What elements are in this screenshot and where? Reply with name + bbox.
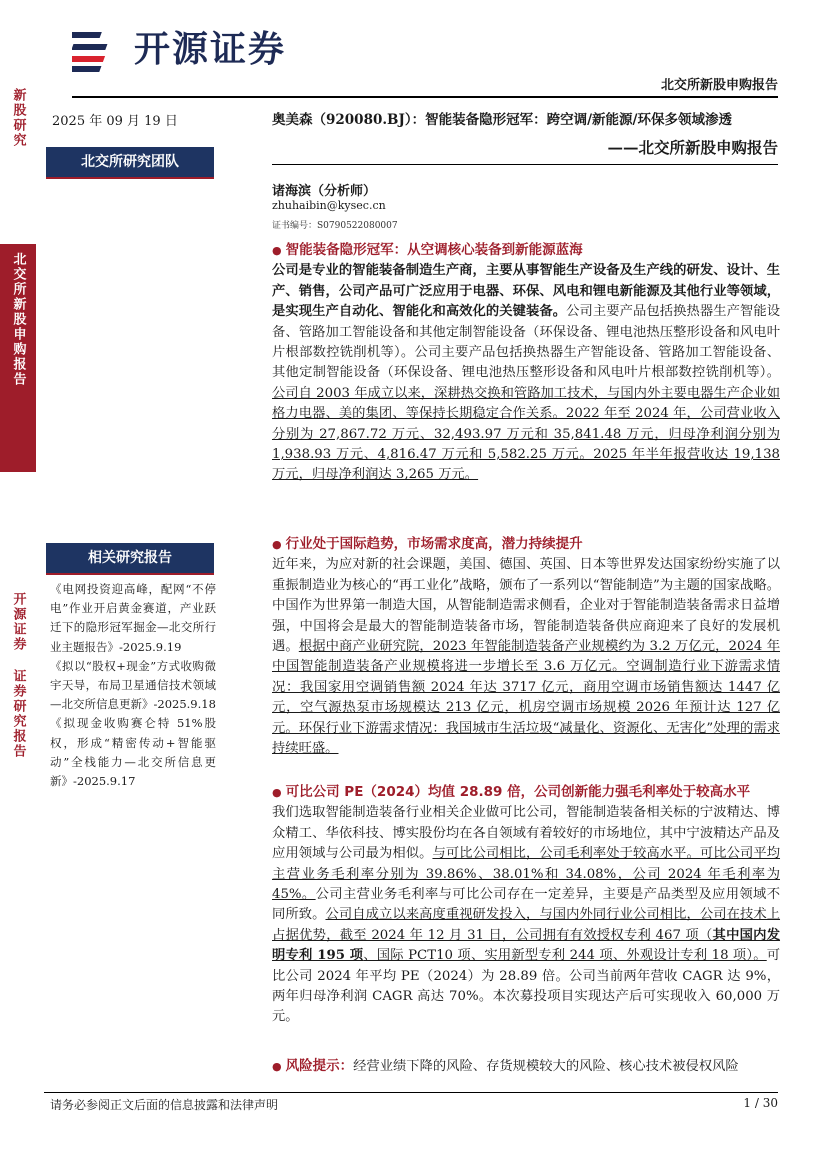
analyst-name: 诸海滨（分析师） — [272, 184, 377, 199]
footer-disclaimer[interactable]: 请务必参阅正文后面的信息披露和法律声明 — [50, 1098, 279, 1112]
related-heading-underline — [46, 573, 214, 575]
bullet-icon: ● — [272, 538, 282, 551]
header-divider — [72, 96, 778, 98]
footer-divider — [44, 1092, 778, 1093]
brand-name: 开源证券 — [134, 29, 287, 70]
brand-logo — [72, 22, 332, 78]
risk-heading: 风险提示： — [285, 1058, 354, 1074]
section-company — [272, 240, 780, 486]
report-title: 奥美森（920080.BJ）：智能装备隐形冠军：跨空调/新能源/环保多领域渗透 — [272, 112, 732, 128]
section-text-underlined: 根据中商产业研究院，2023 年智能制造装备产业规模约为 3.2 万亿元，2024 年中国智能制造装备产业规模将进一步增长至 3.6 万亿元。空调制造行业下游需求情况：我国家用空调销售额 2024 年达 3717 亿元，商用空调市场销售额达 1447 亿元，空气源热泵市场规模达 213 亿元，机房空调市场规模 2026 年预计达 127 亿元。环保行业下游需求情况：我国城市生活垃圾“减量化、资源化、无害化”处理的需求持续旺盛。 — [272, 639, 781, 757]
related-report-item[interactable]: 《拟以“股权+现金”方式收购微宇天导，布局卫星通信技术领域—北交所信息更新》-2025.9.18 — [50, 658, 216, 712]
report-date: 2025 年 09 月 19 日 — [52, 114, 178, 129]
bullet-icon: ● — [272, 786, 282, 799]
risk-text: 经营业绩下降的风险、存货规模较大的风险、核心技术被侵权风险 — [353, 1059, 739, 1074]
section-heading: ● 行业处于国际趋势，市场需求度高，潜力持续提升 — [272, 536, 583, 552]
side-tab-middle: 北交所新股申购报告 — [0, 244, 36, 472]
section-lead: 公司是专业的智能装备制造生产商，主要从事智能生产设备及生产线的研发、设计、生产、销售，公司产品可广泛应用于电器、环保、风电和锂电新能源及其他行业等领域，是实现生产自动化、智能化和高效化的关键装备。 — [272, 263, 780, 320]
related-heading: 相关研究报告 — [46, 543, 214, 573]
report-type: 北交所新股申购报告 — [660, 78, 778, 93]
section-text: 公司主营业务毛利率与可比公司存在一定差异，主要是产品类型及应用领域不同所致。 — [272, 887, 781, 923]
related-report-item[interactable]: 《电网投资迎高峰，配网“不停电”作业开启黄金赛道，产业跃迁下的隐形冠军掘金—北交所行业主题报告》-2025.9.19 — [50, 582, 216, 654]
bullet-icon: ● — [272, 244, 282, 257]
related-report-item[interactable]: 《拟现金收购赛仑特 51%股权，形成“精密传动+智能驱动”全栈能力—北交所信息更新》-2025.9.17 — [50, 716, 216, 789]
analyst-cert: 证书编号：S0790522080007 — [272, 221, 398, 231]
section-heading: ● 可比公司 PE（2024）均值 28.89 倍，公司创新能力强毛利率处于较高水平 — [272, 784, 751, 800]
team-heading-underline — [46, 177, 214, 179]
section-text-underlined: 、国际 PCT10 项、实用新型专利 244 项、外观设计专利 18 项）。 — [363, 948, 767, 964]
section-text: 我们选取智能制造装备行业相关企业做可比公司，智能制造装备相关标的宁波精达、博众精工、华依科技、博实股份均在各自领域有着较好的市场地位，其中宁波精达产品及应用领域与公司最为相似。 — [272, 805, 780, 862]
section-text-underlined: 与可比公司相比，公司毛利率处于较高水平。可比公司平均主营业务毛利率分别为 39.86%、38.01%和 34.08%，公司 2024 年毛利率为 45%。 — [272, 846, 781, 903]
page-number: 1 / 30 — [743, 1096, 778, 1110]
section-heading: ● 智能装备隐形冠军：从空调核心装备到新能源蓝海 — [272, 242, 583, 258]
kaiyuan-logo-icon — [72, 26, 124, 74]
section-text: 近年来，为应对新的社会课题，美国、德国、英国、日本等世界发达国家纷纷实施了以重振制造业为核心的“再工业化”战略，颁布了一系列以“智能制造”为主题的国家战略。中国作为世界第一制造大国，从智能制造需求侧看，企业对于智能制造装备需求日益增强，中国将会是最大的智能制造装备市场，智能制造装备供应商迎来了良好的发展机遇。 — [272, 557, 780, 655]
related-reports-list — [50, 580, 216, 791]
section-industry — [272, 534, 780, 759]
patent-highlight: 其中国内发明专利 195 项 — [272, 927, 781, 964]
analyst-email[interactable]: zhuhaibin@kysec.cn — [272, 199, 386, 212]
team-heading: 北交所研究团队 — [46, 147, 214, 177]
section-risk — [272, 1056, 780, 1077]
section-text: 公司主要产品包括换热器生产智能设备、管路加工智能设备和其他定制智能设备（环保设备、锂电池热压整形设备和风电叶片根部数控铣削机等）。公司主要产品包括换热器生产智能设备、管路加工智能设备、其他定制智能设备（环保设备、锂电池热压整形设备和风电叶片根部数控铣削机等）。 — [272, 304, 781, 381]
section-valuation — [272, 782, 780, 1028]
side-label-bottom: 开源证券 证券研究报告 — [10, 592, 26, 759]
report-subtitle: ——北交所新股申购报告 — [607, 138, 778, 157]
section-text-underlined: 公司自 2003 年成立以来，深耕热交换和管路加工技术，与国内外主要电器生产企业如格力电器、美的集团、等保持长期稳定合作关系。2022 年至 2024 年，公司营业收入分别为 27,867.72 万元、32,493.97 万元和 35,841.48 万元，归母净利润分别为 1,938.93 万元、4,816.47 万元和 5,582.25 万元。2025 年半年报营收达 19,138 万元，归母净利润达 3,265 万元。 — [272, 385, 780, 483]
side-label-top: 新股研究 — [10, 88, 26, 148]
section-text: 可比公司 2024 年平均 PE（2024）为 28.89 倍。公司当前两年营收 CAGR 达 9%，两年归母净利润 CAGR 高达 70%。本次募投项目实现达产后可实现收入 60,000 万元。 — [272, 948, 781, 1025]
title-divider — [272, 164, 778, 165]
section-text-underlined: 公司自成立以来高度重视研发投入，与国内外同行业公司相比，公司在技术上占据优势，截至 2024 年 12 月 31 日，公司拥有有效授权专利 467 项（ — [272, 907, 781, 943]
bullet-icon: ● — [272, 1060, 282, 1073]
